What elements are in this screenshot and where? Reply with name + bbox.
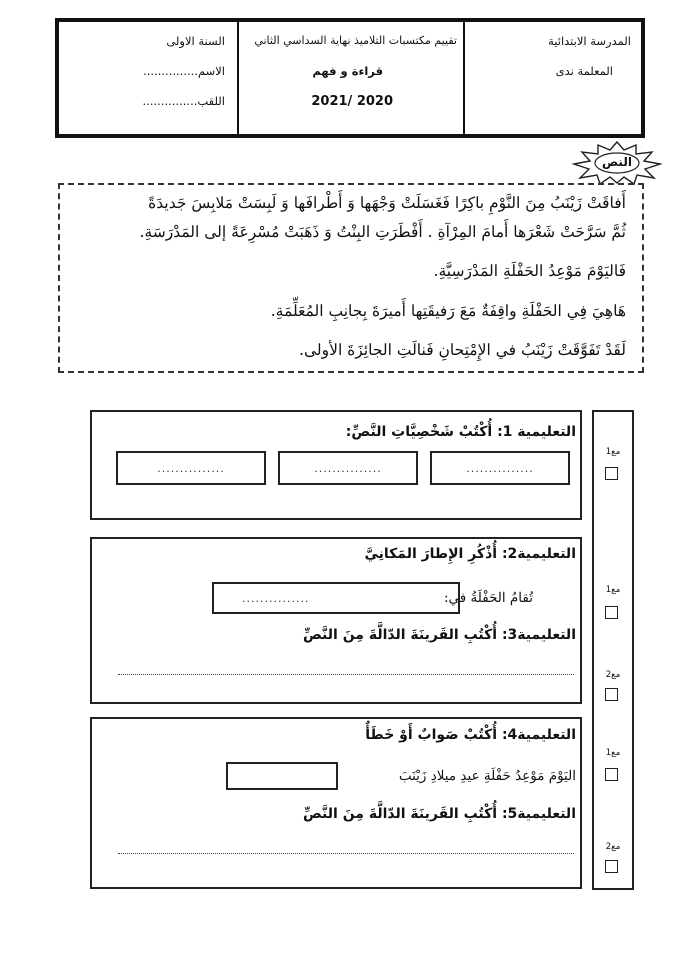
header-student-cell — [59, 22, 239, 134]
criterion-label: مع2 — [605, 670, 621, 680]
criterion-checkbox[interactable] — [605, 768, 618, 781]
exercise-4-statement: اليَوْمَ مَوْعِدُ حَفْلَةِ عيدِ ميلادِ زَيْنَبَ — [398, 768, 576, 784]
exercise-3-text: أُكْتُبِ القَرينَةَ الدّالَّةَ مِنَ النَّصِّ — [302, 627, 498, 643]
passage-line: لَقَدْ تَفَوَّقَتْ زَيْنَبُ في الإِمْتِحانِ فَنالَتِ الجائِزَةَ الأولى. — [299, 341, 626, 359]
exercise-4-label: التعليمية4: — [501, 727, 576, 743]
criterion-label: مع2 — [605, 842, 621, 852]
criterion-label: مع1 — [605, 585, 621, 595]
exercise-5-label: التعليمية5: — [501, 806, 576, 822]
criterion-checkbox[interactable] — [605, 688, 618, 701]
reading-passage — [58, 183, 644, 373]
exercise-2-3-box — [90, 537, 582, 704]
answer-box[interactable]: ............... — [116, 451, 266, 485]
badge-label: النص — [602, 155, 632, 169]
answer-line[interactable] — [118, 853, 574, 854]
subject: قراءة و فهم — [312, 64, 383, 78]
exam-title: تقييم مكتسبات التلاميذ نهاية السداسي الثاني — [254, 34, 457, 47]
teacher-name: المعلمة ندى — [555, 64, 613, 78]
exam-header — [55, 18, 645, 138]
exercise-2-label: التعليمية2: — [501, 546, 576, 562]
exercise-5-instruction — [303, 806, 576, 822]
answer-box[interactable]: ............... — [430, 451, 570, 485]
passage-line: هَاهِيَ فِي الحَفْلَةِ واقِفَةٌ مَعَ رَفيقَتِها أَميرَةَ بِجانِبِ المُعَلِّمَةِ. — [270, 302, 626, 320]
criterion-checkbox[interactable] — [605, 860, 618, 873]
exercise-4-text: أُكْتُبْ صَوابٌ أَوْ خَطَأٌ — [365, 727, 498, 743]
header-title-cell — [237, 22, 465, 134]
passage-line: ثُمَّ سَرَّحَتْ شَعْرَها أَمامَ المِرْآةِ . أَفْطَرَتِ البِنْتُ وَ ذَهَبَتْ مُسْرِعَةً إلى المَدْرَسَةِ. — [139, 223, 626, 241]
criterion-label: مع1 — [605, 748, 621, 758]
exercise-5-text: أُكْتُبِ القَرينَةَ الدّالَّةَ مِنَ النَّصِّ — [302, 806, 498, 822]
grade-level: السنة الاولى — [166, 34, 225, 48]
answer-box[interactable]: ............... — [278, 451, 418, 485]
criterion-checkbox[interactable] — [605, 467, 618, 480]
criterion-label: مع1 — [605, 447, 621, 457]
answer-line[interactable] — [118, 674, 574, 675]
header-school-cell — [463, 22, 641, 134]
school-name: المدرسة الابتدائية — [548, 34, 631, 48]
exercise-3-label: التعليمية3: — [501, 627, 576, 643]
exercise-2-text: أُذْكُرِ الإِطارَ المَكانِيَّ — [364, 546, 498, 562]
passage-line: فَاليَوْمَ مَوْعِدُ الحَفْلَةِ المَدْرَسِيَّةِ. — [433, 262, 626, 280]
criterion-checkbox[interactable] — [605, 606, 618, 619]
passage-line: أَفاقَتْ زَيْنَبُ مِنَ النَّوْمِ باكِرًا فَغَسَلَتْ وَجْهَها وَ أَطْرافَها وَ لَبِسَتْ مَلابِسَ جَديدَةً — [148, 194, 626, 212]
answer-box[interactable]: ............... — [212, 582, 460, 614]
exercise-2-prompt: تُقامُ الحَفْلَةُ في: — [443, 590, 533, 606]
exercise-4-instruction — [365, 727, 576, 743]
criteria-column — [592, 410, 634, 890]
school-year: 2021/ 2020 — [311, 94, 393, 109]
answer-box[interactable] — [226, 762, 338, 790]
exercise-3-instruction — [303, 627, 576, 643]
exercise-1-text: أُكْتُبْ شَخْصِيَّاتِ النَّصِّ: — [345, 424, 493, 440]
surname-field[interactable]: اللقب............... — [142, 94, 225, 108]
exercise-1-label: التعليمية 1: — [497, 424, 576, 440]
exercise-1-instruction — [346, 424, 576, 440]
exercise-2-instruction — [364, 546, 576, 562]
name-field[interactable]: الاسم............... — [143, 64, 225, 78]
